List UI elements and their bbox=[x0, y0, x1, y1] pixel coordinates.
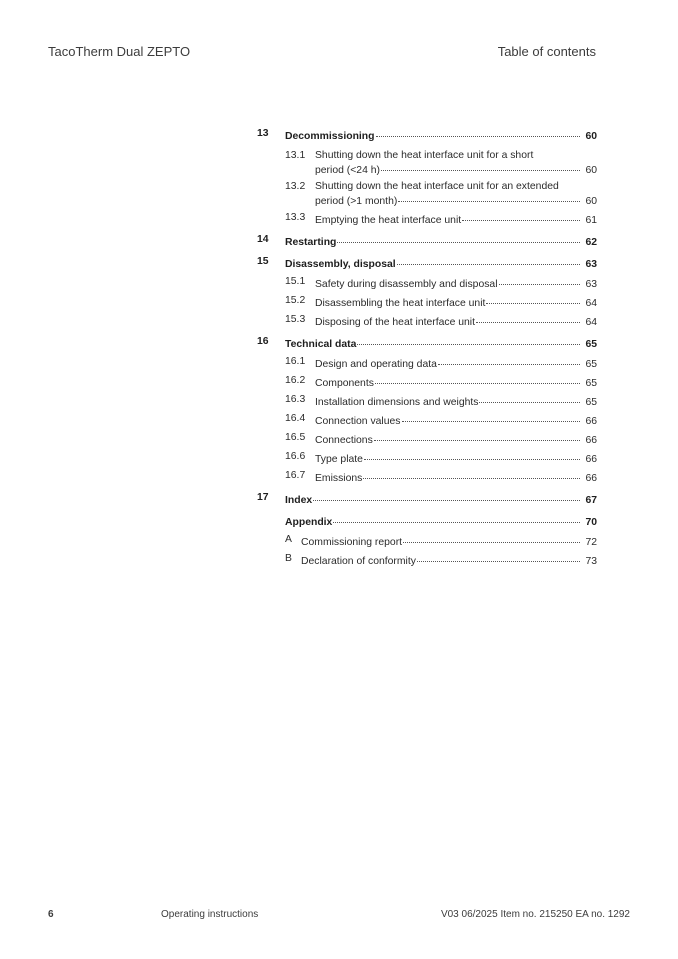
toc-entry-16-4[interactable] bbox=[257, 413, 597, 428]
dot-leader bbox=[357, 336, 580, 345]
toc-title: Technical data bbox=[285, 339, 357, 350]
toc-page: 60 bbox=[585, 131, 597, 142]
dot-leader bbox=[375, 375, 580, 384]
toc-entry-13-3[interactable] bbox=[257, 212, 597, 227]
toc-entry-13-1[interactable] bbox=[257, 150, 597, 177]
dot-leader bbox=[499, 276, 580, 285]
table-of-contents bbox=[257, 128, 597, 572]
toc-entry-16[interactable] bbox=[257, 336, 597, 351]
dot-leader bbox=[363, 470, 580, 479]
toc-page: 70 bbox=[585, 517, 597, 528]
toc-title: Disposing of the heat interface unit bbox=[315, 317, 475, 328]
toc-number: 15.2 bbox=[285, 295, 306, 306]
toc-page: 64 bbox=[585, 298, 597, 309]
footer-page-number: 6 bbox=[48, 909, 54, 920]
toc-number: 16.1 bbox=[285, 356, 306, 367]
dot-leader bbox=[381, 162, 580, 171]
header-section-title: Table of contents bbox=[497, 44, 596, 59]
dot-leader bbox=[402, 413, 581, 422]
toc-page: 73 bbox=[585, 556, 597, 567]
toc-page: 66 bbox=[585, 435, 597, 446]
toc-page: 67 bbox=[585, 495, 597, 506]
toc-title: Appendix bbox=[285, 517, 333, 528]
dot-leader bbox=[476, 314, 580, 323]
toc-page: 61 bbox=[585, 215, 597, 226]
dot-leader bbox=[479, 394, 580, 403]
dot-leader bbox=[333, 514, 580, 523]
toc-number: B bbox=[285, 553, 292, 564]
toc-title: Emptying the heat interface unit bbox=[315, 215, 462, 226]
dot-leader bbox=[403, 534, 580, 543]
toc-entry-16-5[interactable] bbox=[257, 432, 597, 447]
toc-entry-appendix[interactable] bbox=[257, 514, 597, 529]
dot-leader bbox=[313, 492, 580, 501]
toc-title-line1: Shutting down the heat interface unit for an extended bbox=[315, 181, 559, 192]
footer-doc-type: Operating instructions bbox=[161, 909, 259, 920]
toc-page: 66 bbox=[585, 473, 597, 484]
header-product-name: TacoTherm Dual ZEPTO bbox=[48, 44, 191, 59]
dot-leader bbox=[364, 451, 580, 460]
dot-leader bbox=[374, 432, 580, 441]
toc-number: 15.3 bbox=[285, 314, 306, 325]
toc-page: 63 bbox=[585, 279, 597, 290]
toc-entry-15-2[interactable] bbox=[257, 295, 597, 310]
toc-number: 13.2 bbox=[285, 181, 306, 192]
toc-title: Connections bbox=[315, 435, 373, 446]
toc-title: Installation dimensions and weights bbox=[315, 397, 479, 408]
toc-number: 16.3 bbox=[285, 394, 306, 405]
toc-number: 16 bbox=[257, 336, 269, 347]
toc-title: Components bbox=[315, 378, 374, 389]
toc-title: Restarting bbox=[285, 237, 337, 248]
toc-entry-16-2[interactable] bbox=[257, 375, 597, 390]
toc-title: Decommissioning bbox=[285, 131, 375, 142]
dot-leader bbox=[397, 256, 580, 265]
toc-number: 13 bbox=[257, 128, 269, 139]
toc-entry-appendix-a[interactable] bbox=[257, 534, 597, 549]
dot-leader bbox=[438, 356, 580, 365]
toc-number: A bbox=[285, 534, 292, 545]
dot-leader bbox=[462, 212, 580, 221]
toc-entry-16-1[interactable] bbox=[257, 356, 597, 371]
toc-entry-16-6[interactable] bbox=[257, 451, 597, 466]
dot-leader bbox=[337, 234, 580, 243]
toc-page: 64 bbox=[585, 317, 597, 328]
dot-leader bbox=[417, 553, 580, 562]
toc-title: Connection values bbox=[315, 416, 401, 427]
dot-leader bbox=[376, 128, 581, 137]
toc-title: Safety during disassembly and disposal bbox=[315, 279, 498, 290]
dot-leader bbox=[486, 295, 580, 304]
toc-number: 16.6 bbox=[285, 451, 306, 462]
toc-entry-15[interactable] bbox=[257, 256, 597, 271]
toc-number: 13.1 bbox=[285, 150, 306, 161]
toc-number: 16.2 bbox=[285, 375, 306, 386]
toc-title: Index bbox=[285, 495, 313, 506]
toc-number: 17 bbox=[257, 492, 269, 503]
toc-page: 65 bbox=[585, 397, 597, 408]
toc-title: Design and operating data bbox=[315, 359, 437, 370]
toc-entry-14[interactable] bbox=[257, 234, 597, 249]
toc-number: 15 bbox=[257, 256, 269, 267]
toc-page: 66 bbox=[585, 416, 597, 427]
toc-page: 72 bbox=[585, 537, 597, 548]
toc-title: Emissions bbox=[315, 473, 363, 484]
toc-page: 60 bbox=[585, 165, 597, 176]
toc-number: 16.7 bbox=[285, 470, 306, 481]
toc-entry-appendix-b[interactable] bbox=[257, 553, 597, 568]
toc-entry-13[interactable] bbox=[257, 128, 597, 143]
toc-page: 65 bbox=[585, 378, 597, 389]
toc-title-line1: Shutting down the heat interface unit for a short bbox=[315, 150, 534, 161]
toc-entry-13-2[interactable] bbox=[257, 181, 597, 208]
toc-title: Declaration of conformity bbox=[301, 556, 416, 567]
toc-page: 66 bbox=[585, 454, 597, 465]
toc-entry-15-3[interactable] bbox=[257, 314, 597, 329]
toc-entry-16-7[interactable] bbox=[257, 470, 597, 485]
toc-entry-15-1[interactable] bbox=[257, 276, 597, 291]
toc-title: Disassembling the heat interface unit bbox=[315, 298, 486, 309]
toc-entry-17[interactable] bbox=[257, 492, 597, 507]
toc-title-line2: period (<24 h) bbox=[315, 165, 380, 176]
dot-leader bbox=[398, 193, 580, 202]
toc-entry-16-3[interactable] bbox=[257, 394, 597, 409]
toc-title: Disassembly, disposal bbox=[285, 259, 396, 270]
toc-number: 16.4 bbox=[285, 413, 306, 424]
toc-number: 13.3 bbox=[285, 212, 306, 223]
toc-number: 15.1 bbox=[285, 276, 306, 287]
toc-page: 65 bbox=[585, 359, 597, 370]
toc-page: 65 bbox=[585, 339, 597, 350]
toc-page: 63 bbox=[585, 259, 597, 270]
toc-title: Type plate bbox=[315, 454, 363, 465]
toc-page: 62 bbox=[585, 237, 597, 248]
toc-number: 14 bbox=[257, 234, 269, 245]
toc-number: 16.5 bbox=[285, 432, 306, 443]
footer-doc-info: V03 06/2025 Item no. 215250 EA no. 1292 bbox=[440, 909, 630, 920]
toc-title: Commissioning report bbox=[301, 537, 403, 548]
toc-page: 60 bbox=[585, 196, 597, 207]
toc-title-line2: period (>1 month) bbox=[315, 196, 398, 207]
